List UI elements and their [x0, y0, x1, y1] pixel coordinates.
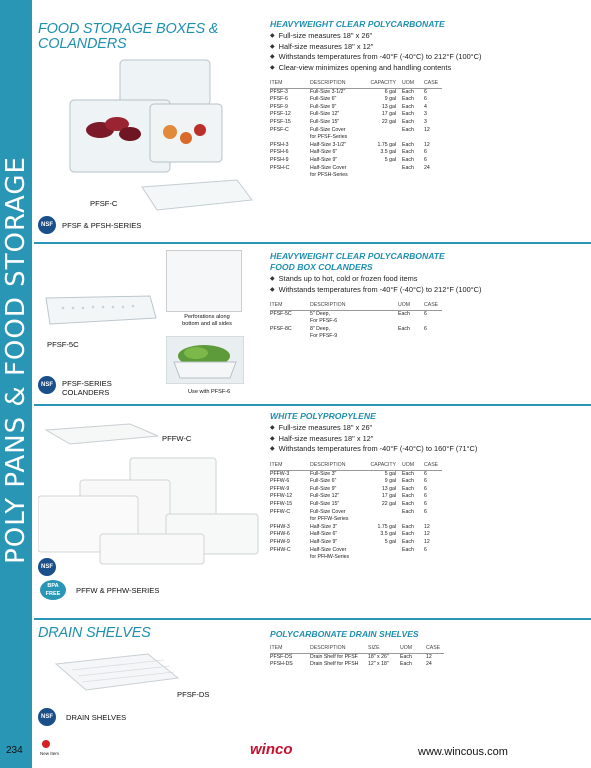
table-cell: for PFSF-Series [310, 134, 348, 141]
table-cell [270, 318, 310, 326]
table-cell: PFFW-6 [270, 478, 290, 485]
table-cell: Full-Size Cover [310, 126, 346, 133]
table-cell: PFSF-DS [270, 653, 293, 660]
table-cell [368, 509, 398, 517]
table-cell: Full-Size 3-1/2" [310, 88, 346, 95]
table-cell: Each [402, 111, 414, 118]
series-line: PFSF-SERIES [62, 379, 112, 388]
table-row [270, 119, 442, 127]
bullet-item: ◆ Half-size measures 18" x 12" [270, 42, 570, 53]
table-cell: For PFSF-9 [310, 333, 338, 340]
nsf-badge: NSF [38, 558, 56, 576]
table-cell: 6 [424, 546, 427, 553]
bpa-line: BPA [47, 583, 59, 589]
table-header: CASE [424, 302, 442, 310]
table-cell: 17 gal [381, 493, 396, 500]
table-cell: 12 [424, 141, 430, 148]
table-cell [424, 554, 442, 562]
table-cell [424, 333, 442, 341]
table-cell: PFSH-3 [270, 141, 289, 148]
table-cell [398, 318, 424, 326]
table-cell: 22 gal [381, 118, 396, 125]
table-cell [398, 554, 424, 562]
table-cell [398, 172, 424, 180]
table-cell: PFFW-15 [270, 500, 293, 507]
table-cell: Full-Size 15" [310, 500, 340, 507]
table-cell [368, 165, 398, 173]
table-cell: Full-Size Cover [310, 508, 346, 515]
table-cell: 6 [424, 508, 427, 515]
product-title-colanders [270, 251, 445, 273]
table-cell [270, 333, 310, 341]
table-cell: Each [402, 149, 414, 156]
table-cell: 6 [424, 156, 427, 163]
table-header: UOM [398, 462, 424, 470]
table-header: DESCRIPTION [310, 462, 368, 470]
table-cell: Each [402, 103, 414, 110]
table-row [270, 486, 442, 494]
pffw-c-label: PFFW-C [162, 434, 192, 443]
bullet-item: ◆ Withstands temperatures from -40°F (-40°C) to 212°F (100°C) [270, 285, 570, 296]
table-cell: Drain Shelf for PFSH [310, 661, 359, 668]
table-row [270, 149, 442, 157]
table-cell: PFHW-9 [270, 538, 290, 545]
table-cell: Each [402, 141, 414, 148]
table-cell: 12 [424, 523, 430, 530]
table-cell: PFHW-C [270, 546, 291, 553]
product-title-polycarbonate: HEAVYWEIGHT CLEAR POLYCARBONATE [270, 19, 445, 29]
nsf-badge: NSF [38, 708, 56, 726]
new-item-label: New Item [40, 751, 60, 756]
table-row [270, 134, 442, 142]
table-header: DESCRIPTION [310, 80, 368, 88]
table-cell: Each [402, 126, 414, 133]
bpa-free-badge [40, 580, 66, 600]
table-cell: 5 gal [384, 470, 396, 477]
table-row [270, 524, 442, 532]
perforation-closeup-image [166, 250, 242, 312]
table-cell: PFSF-8C [270, 325, 292, 332]
table-header: ITEM [270, 645, 310, 653]
table-cell: Half-Size 9" [310, 538, 338, 545]
table-cell: Half-Size 6" [310, 149, 338, 156]
table-header: ITEM [270, 302, 310, 310]
table-row [270, 547, 442, 555]
table-row [270, 142, 442, 150]
table-cell: 6 [424, 493, 427, 500]
table-cell: PFSF-12 [270, 111, 291, 118]
table-cell: 3 [424, 111, 427, 118]
drain-shelf-image [52, 650, 182, 700]
bpa-line: FREE [45, 591, 61, 597]
table-cell [368, 516, 398, 524]
page-number: 234 [6, 745, 23, 756]
table-cell: Half-Size Cover [310, 164, 347, 171]
table-cell [398, 333, 424, 341]
table-cell [368, 127, 398, 135]
table-cell: Half-Size Cover [310, 546, 347, 553]
table-cell: 17 gal [381, 111, 396, 118]
series-line: COLANDERS [62, 388, 110, 397]
table-cell: 3.5 gal [380, 149, 396, 156]
table-cell: 6 [424, 485, 427, 492]
table-cell: 9 gal [384, 96, 396, 103]
table-cell [424, 172, 442, 180]
table-cell: Each [398, 325, 410, 332]
table-row [270, 326, 442, 334]
pffw-series-label: PFFW & PFHW-SERIES [76, 586, 160, 595]
website-url: www.wincous.com [418, 746, 508, 758]
table-cell: 1.75 gal [377, 523, 396, 530]
table-cell: 5" Deep, [310, 310, 331, 317]
table-cell: Half-Size 6" [310, 531, 338, 538]
table-header: SIZE [368, 645, 400, 653]
table-cell: 9 gal [384, 478, 396, 485]
table-row [270, 478, 442, 486]
table-cell: 5 gal [384, 156, 396, 163]
table-cell: Each [402, 118, 414, 125]
table-cell: Each [400, 653, 412, 660]
table-cell: 4 [424, 103, 427, 110]
vertical-section-title: POLY PANS & FOOD STORAGE [1, 156, 31, 564]
bullet-list [270, 274, 570, 295]
table-row [270, 516, 442, 524]
table-cell: Each [402, 493, 414, 500]
table-cell: 12 [424, 538, 430, 545]
table-cell: PFSH-DS [270, 661, 293, 668]
table-cell: 5 gal [384, 538, 396, 545]
caption-line: bottom and all sides [182, 321, 232, 327]
table-header-row [270, 645, 444, 653]
table-header: CASE [424, 80, 442, 88]
table-header: CAPACITY [368, 462, 398, 470]
table-cell: Full-Size 9" [310, 103, 337, 110]
table-cell: 24 [426, 661, 432, 668]
table-row [270, 539, 442, 547]
table-row [270, 318, 442, 326]
table-header-row [270, 462, 442, 470]
white-polypropylene-boxes-image [38, 410, 268, 578]
nsf-badge: NSF [38, 376, 56, 394]
table-cell: PFSF-3 [270, 88, 288, 95]
table-cell: PFFW-3 [270, 470, 290, 477]
table-cell: PFSF-6 [270, 96, 288, 103]
table-cell: Each [402, 156, 414, 163]
bullet-list [270, 423, 570, 455]
drain-shelves-series-label: DRAIN SHELVES [66, 713, 127, 722]
section-title-line2: COLANDERS [38, 36, 127, 52]
table-cell [368, 134, 398, 142]
table-cell: PFFW-9 [270, 485, 290, 492]
table-row [270, 509, 442, 517]
colander-image [38, 290, 158, 340]
table-cell: Each [402, 500, 414, 507]
pfsf-5c-label: PFSF-5C [47, 340, 79, 349]
table-header: CASE [424, 462, 442, 470]
section-title-line1: FOOD STORAGE BOXES & [38, 21, 219, 37]
product-table-colanders [270, 302, 442, 341]
table-row [270, 531, 442, 539]
table-cell [270, 134, 310, 142]
table-cell [368, 547, 398, 555]
title-line: HEAVYWEIGHT CLEAR POLYCARBONATE [270, 251, 445, 261]
product-title-white-polypropylene: WHITE POLYPROPYLENE [270, 411, 376, 421]
table-cell: 12 [424, 126, 430, 133]
product-table-storage [270, 80, 442, 180]
perforation-caption [177, 314, 237, 328]
table-cell: Full-Size 12" [310, 493, 340, 500]
table-cell: for PFFW-Series [310, 516, 349, 523]
table-cell: Each [402, 470, 414, 477]
table-row [270, 554, 442, 562]
section-divider [34, 618, 591, 620]
table-cell: 13 gal [381, 485, 396, 492]
table-cell [398, 516, 424, 524]
nsf-badge: NSF [38, 216, 56, 234]
table-cell: PFSF-9 [270, 103, 288, 110]
bullet-item: ◆ Full-size measures 18" x 26" [270, 423, 570, 434]
table-cell: Full-Size 9" [310, 485, 337, 492]
product-table-drain-shelves [270, 645, 444, 669]
product-title-drain-shelves: POLYCARBONATE DRAIN SHELVES [270, 629, 419, 639]
title-line: FOOD BOX COLANDERS [270, 262, 373, 272]
use-with-caption: Use with PFSF-6 [188, 389, 231, 395]
table-cell: 12 [426, 653, 432, 660]
table-cell [398, 134, 424, 142]
table-row [270, 493, 442, 501]
table-cell: PFSH-C [270, 164, 290, 171]
table-cell: for PFHW-Series [310, 554, 350, 561]
bullet-item: ◆ Withstands temperatures from -40°F (-40°C) to 212°F (100°C) [270, 52, 570, 63]
table-header: ITEM [270, 462, 310, 470]
table-cell: for PFSH-Series [310, 172, 348, 179]
table-cell: 6 [424, 96, 427, 103]
table-header: UOM [398, 302, 424, 310]
table-cell [368, 172, 398, 180]
colander-with-lettuce-image [166, 336, 244, 384]
table-row [270, 653, 444, 661]
table-cell [270, 516, 310, 524]
table-row [270, 165, 442, 173]
table-cell: 6 gal [384, 88, 396, 95]
section-divider [34, 242, 591, 244]
colander-series-label [62, 379, 112, 397]
table-cell: 6 [424, 470, 427, 477]
table-row [270, 111, 442, 119]
table-row [270, 172, 442, 180]
table-header-row [270, 302, 442, 310]
bullet-item: ◆ Stands up to hot, cold or frozen food items [270, 274, 570, 285]
pfsf-ds-label: PFSF-DS [177, 690, 210, 699]
table-cell: Each [402, 485, 414, 492]
table-cell: Drain Shelf for PFSF [310, 653, 358, 660]
table-cell: Full-Size 3" [310, 470, 337, 477]
table-cell: 6 [424, 88, 427, 95]
table-header: UOM [400, 645, 426, 653]
table-cell: Each [402, 531, 414, 538]
table-cell: Half-Size 3-1/2" [310, 141, 347, 148]
table-cell: Full-Size 12" [310, 111, 340, 118]
table-cell: Each [402, 523, 414, 530]
table-row [270, 157, 442, 165]
bullet-item: ◆ Withstands temperatures from -40°F (-40°C) to 160°F (71°C) [270, 444, 570, 455]
table-cell: Each [402, 96, 414, 103]
section-title-drain-shelves: DRAIN SHELVES [38, 625, 151, 641]
table-cell: 12" x 18" [368, 661, 389, 668]
table-cell [424, 134, 442, 142]
table-cell: Each [402, 546, 414, 553]
table-cell [368, 554, 398, 562]
table-cell: 18" x 26" [368, 653, 389, 660]
table-cell: PFSF-5C [270, 310, 292, 317]
table-cell: PFSF-15 [270, 118, 291, 125]
table-cell [270, 172, 310, 180]
table-cell: Each [402, 538, 414, 545]
bullet-item: ◆ Half-size measures 18" x 12" [270, 434, 570, 445]
table-cell: 3 [424, 118, 427, 125]
table-row [270, 127, 442, 135]
table-header: UOM [398, 80, 424, 88]
table-cell: PFHW-3 [270, 523, 290, 530]
table-cell: PFHW-6 [270, 531, 290, 538]
table-cell: 6 [424, 478, 427, 485]
table-row [270, 333, 442, 341]
table-row [270, 104, 442, 112]
table-cell: 6 [424, 500, 427, 507]
section-divider [34, 404, 591, 406]
table-cell: 8" Deep, [310, 325, 331, 332]
table-cell: Half-Size 9" [310, 156, 338, 163]
table-cell [270, 554, 310, 562]
winco-logo: winco [250, 741, 293, 758]
table-row [270, 88, 442, 96]
section-title-food-storage [38, 22, 218, 52]
table-header: ITEM [270, 80, 310, 88]
bullet-item: ◆ Clear-view minimizes opening and handling contents [270, 63, 570, 74]
table-cell: PFSH-6 [270, 149, 289, 156]
table-cell: PFFW-C [270, 508, 291, 515]
table-row [270, 470, 442, 478]
table-cell: 24 [424, 164, 430, 171]
table-row [270, 96, 442, 104]
table-cell [424, 516, 442, 524]
new-item-dot-icon [42, 740, 50, 748]
table-header: CASE [426, 645, 444, 653]
table-cell: 22 gal [381, 500, 396, 507]
table-cell: 13 gal [381, 103, 396, 110]
table-header: DESCRIPTION [310, 302, 398, 310]
table-cell: For PFSF-6 [310, 318, 338, 325]
pfsf-c-label: PFSF-C [90, 199, 118, 208]
table-row [270, 310, 442, 318]
table-cell: 1.75 gal [377, 141, 396, 148]
table-row [270, 661, 444, 669]
table-cell: 3.5 gal [380, 531, 396, 538]
table-cell: PFSF-C [270, 126, 289, 133]
table-cell: 6 [424, 325, 427, 332]
table-header: DESCRIPTION [310, 645, 368, 653]
table-cell: Full-Size 6" [310, 478, 337, 485]
table-cell: Each [402, 478, 414, 485]
bullet-list [270, 31, 570, 74]
table-cell: 6 [424, 149, 427, 156]
table-cell: PFFW-12 [270, 493, 293, 500]
bullet-item: ◆ Full-size measures 18" x 26" [270, 31, 570, 42]
table-row [270, 501, 442, 509]
table-cell: Full-Size 15" [310, 118, 340, 125]
table-cell: Each [398, 310, 410, 317]
table-cell: Each [402, 508, 414, 515]
table-cell: Each [400, 661, 412, 668]
table-cell: 12 [424, 531, 430, 538]
table-cell: 6 [424, 310, 427, 317]
table-cell: Half-Size 3" [310, 523, 338, 530]
table-header: CAPACITY [368, 80, 398, 88]
caption-line: Perforations along [184, 314, 230, 320]
product-table-polypropylene [270, 462, 442, 562]
table-header-row [270, 80, 442, 88]
food-storage-boxes-image [62, 52, 262, 222]
table-cell: Full-Size 6" [310, 96, 337, 103]
table-cell: PFSH-9 [270, 156, 289, 163]
table-cell: Each [402, 164, 414, 171]
nsf-series-label: PFSF & PFSH-SERIES [62, 221, 142, 230]
table-cell: Each [402, 88, 414, 95]
table-cell [424, 318, 442, 326]
